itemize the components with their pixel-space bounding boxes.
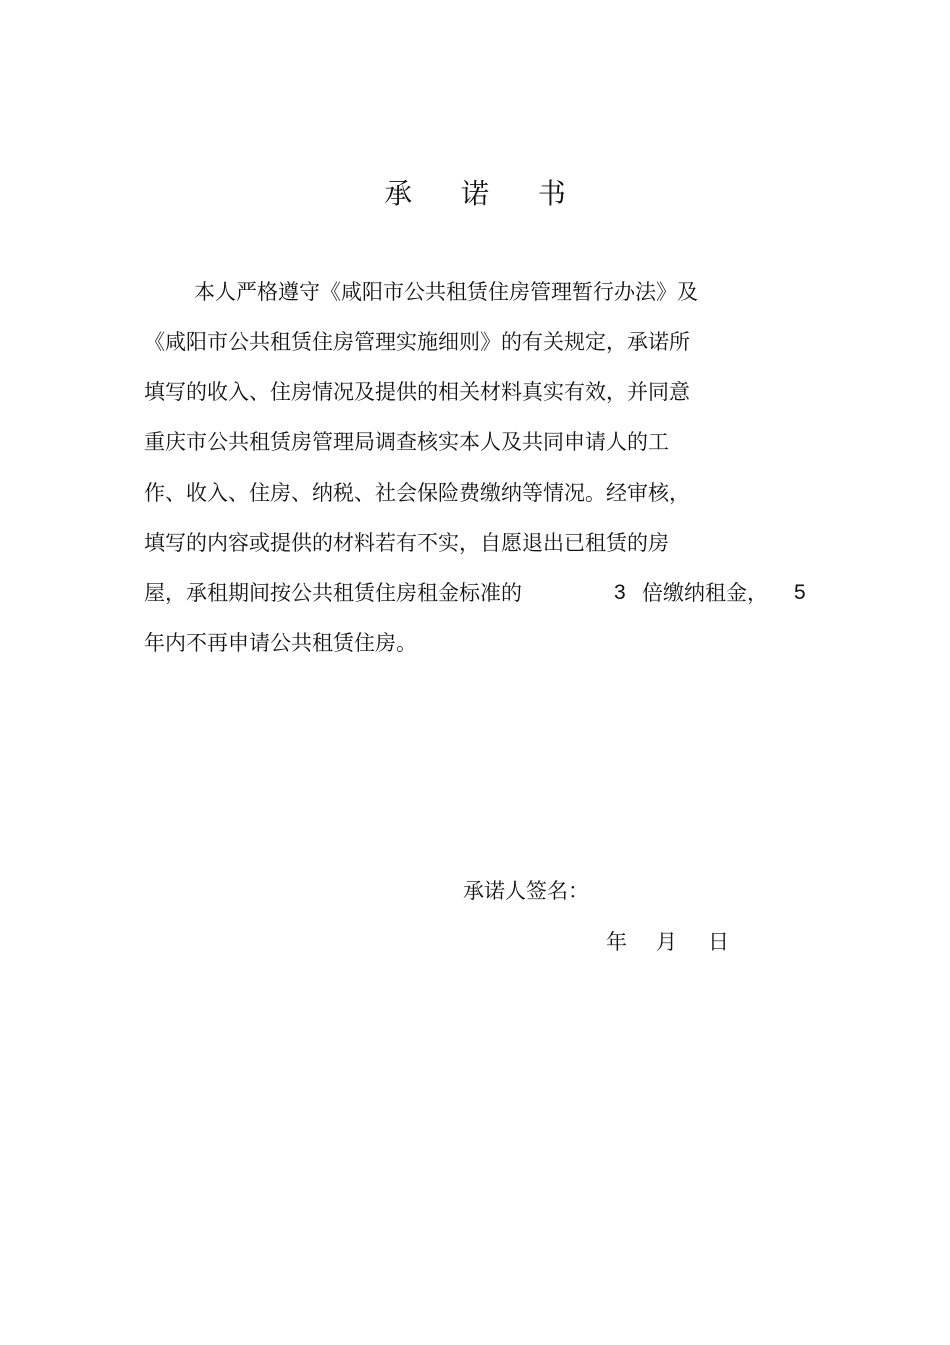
document-title: 承 诺 书: [384, 177, 586, 210]
body-line-6: 填写的内容或提供的材料若有不实，自愿退出已租赁的房: [144, 531, 669, 555]
body-line-2: 《咸阳市公共租赁住房管理实施细则》的有关规定，承诺所: [144, 330, 690, 354]
body-line-5: 作、收入、住房、纳税、社会保险费缴纳等情况。经审核，: [144, 481, 690, 505]
signature-label: 承诺人签名：: [463, 879, 589, 903]
rent-multiplier: 3: [614, 581, 626, 604]
body-line-8: 年内不再申请公共租赁住房。: [144, 631, 417, 655]
body-line-4: 重庆市公共租赁房管理局调查核实本人及共同申请人的工: [144, 430, 669, 454]
rent-multiplier-suffix: 倍缴纳租金，: [642, 581, 768, 605]
body-line-7: 屋，承租期间按公共租赁住房租金标准的: [144, 581, 522, 605]
date-day-label: 日: [708, 930, 729, 954]
date-month-label: 月: [656, 930, 677, 954]
ban-years: 5: [794, 581, 806, 604]
body-line-3: 填写的收入、住房情况及提供的相关材料真实有效，并同意: [144, 380, 690, 404]
date-year-label: 年: [606, 930, 627, 954]
body-line-1: 本人严格遵守《咸阳市公共租赁住房管理暂行办法》及: [194, 280, 698, 304]
